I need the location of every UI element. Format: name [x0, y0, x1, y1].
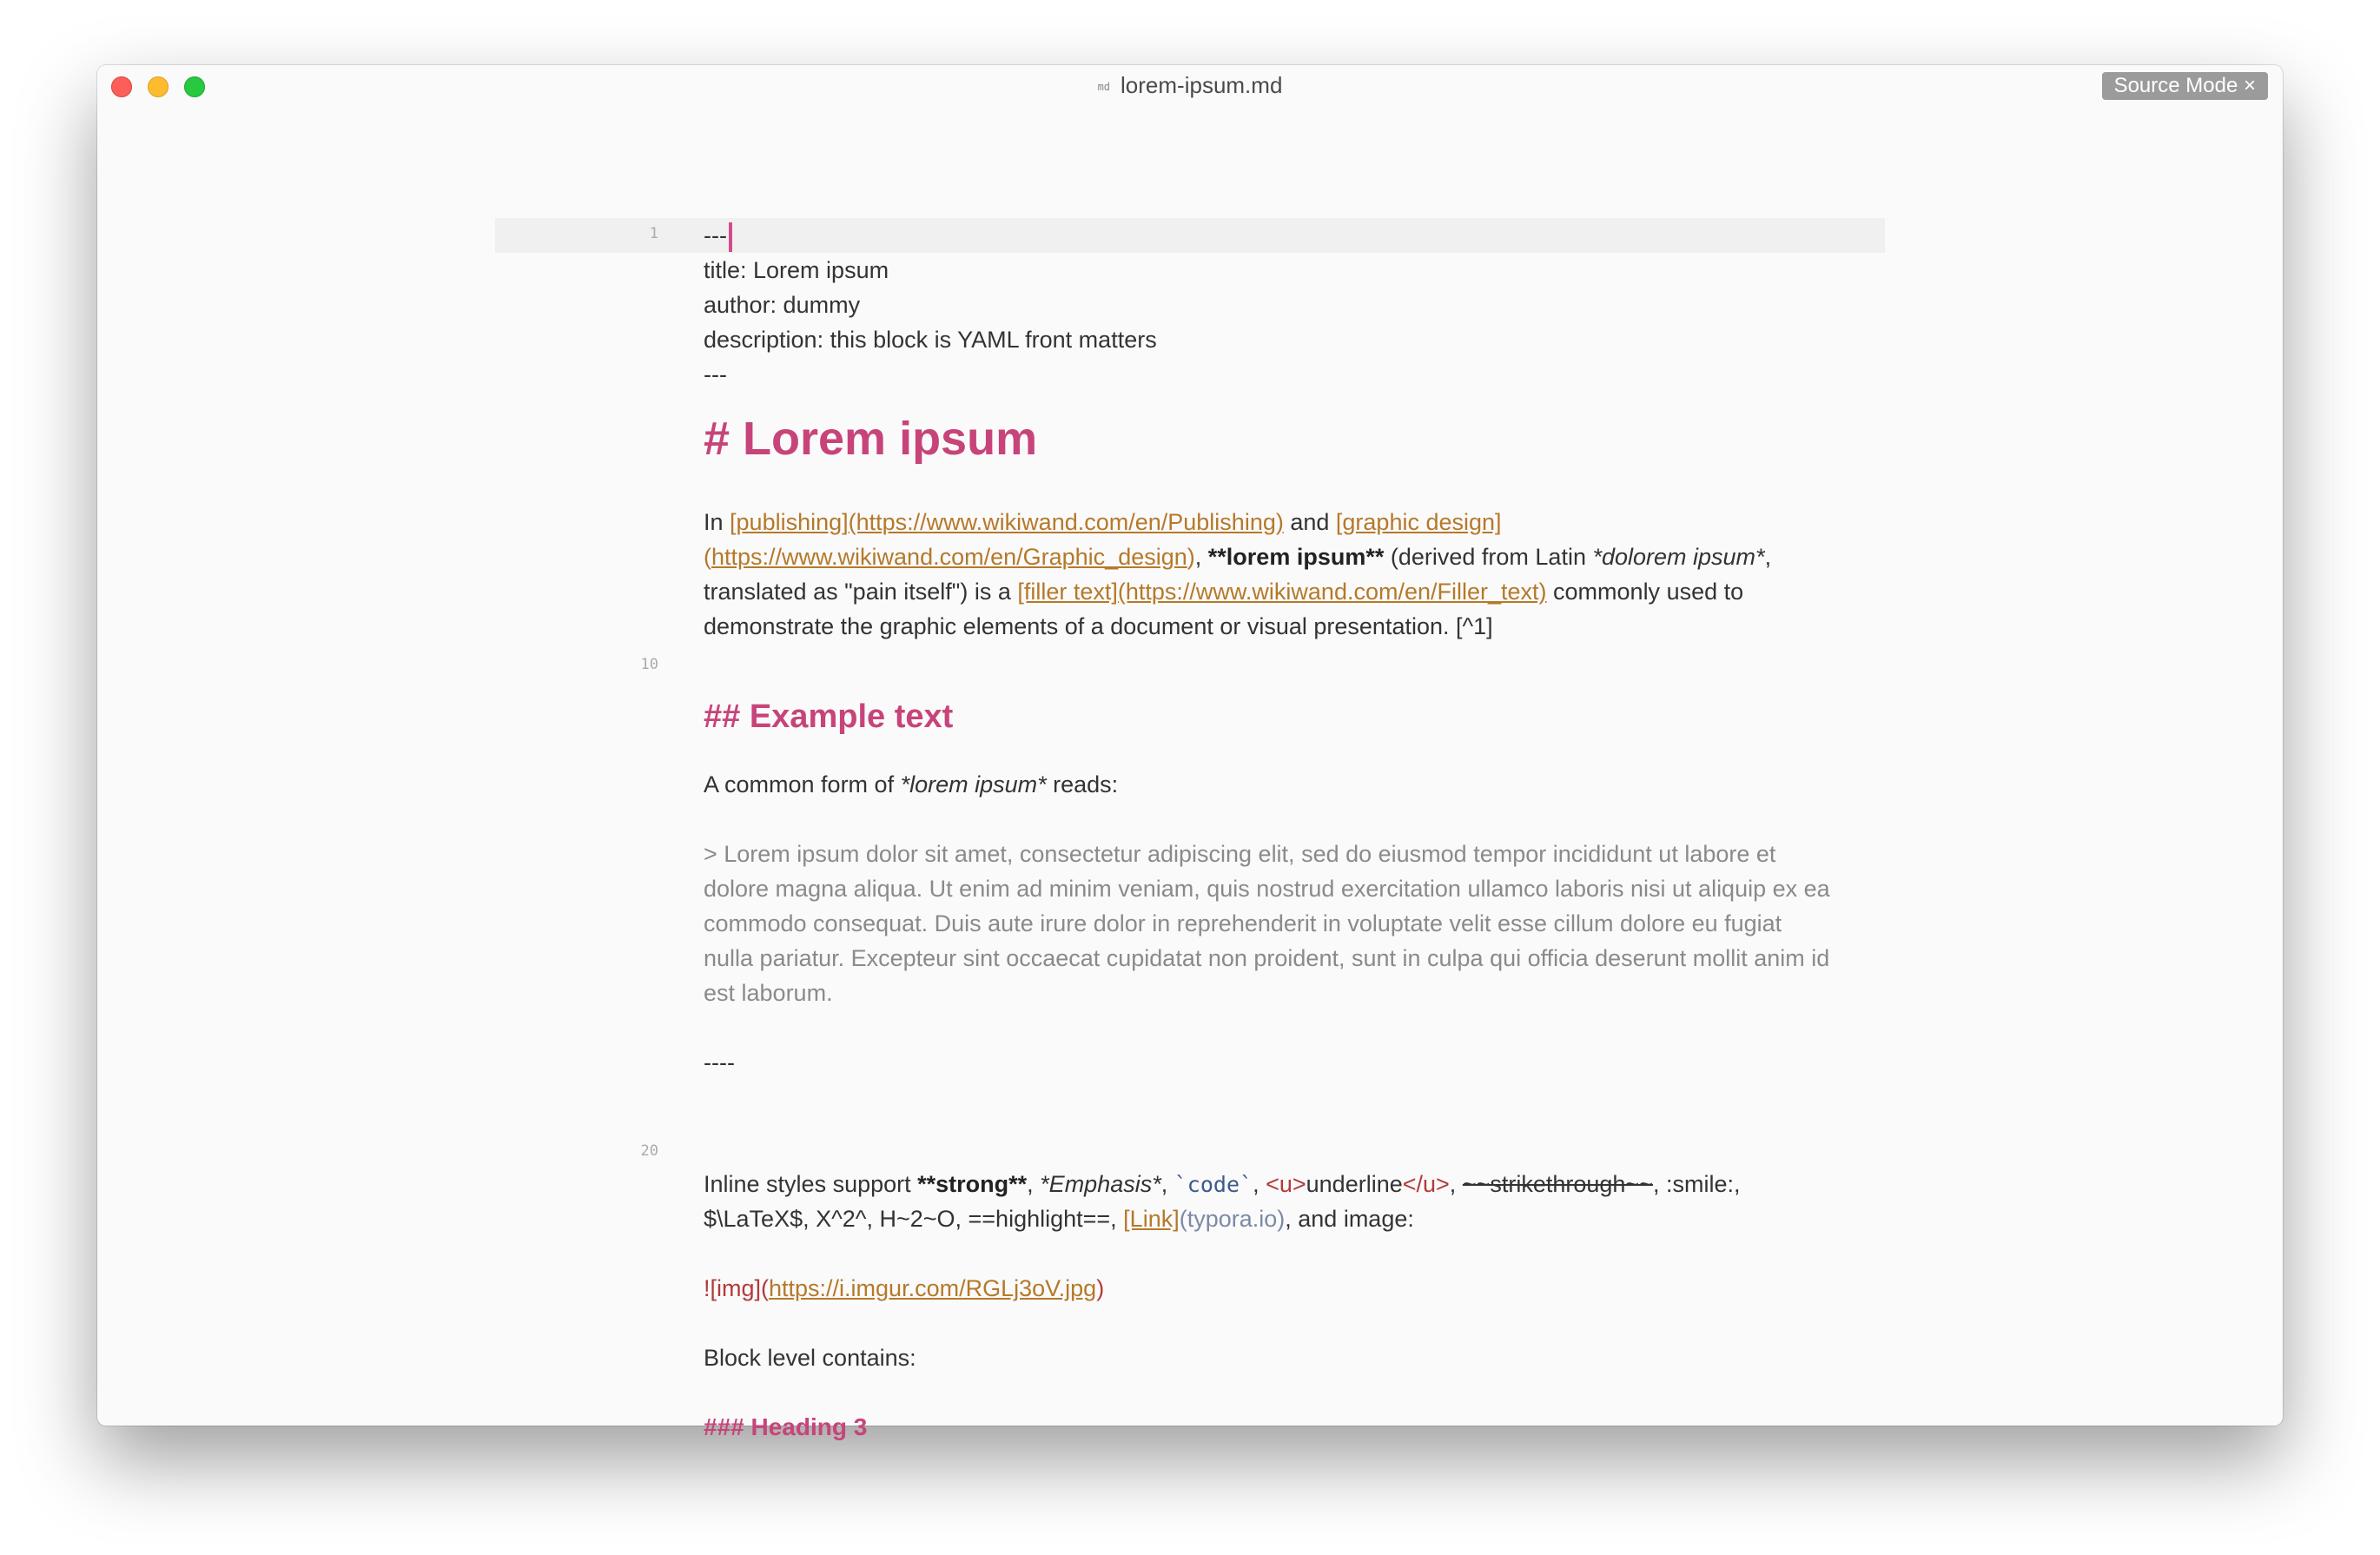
text-run: $\LaTeX$, X^2^, H~2~O, ==highlight==, [704, 1206, 1124, 1232]
text-run: commonly used to [1546, 579, 1744, 605]
image-syntax: ![img]( [704, 1275, 770, 1301]
paragraph-line [704, 574, 1743, 609]
image-syntax: ) [1096, 1275, 1105, 1301]
document-title [97, 72, 2283, 99]
underline-text: underline [1306, 1171, 1403, 1197]
editor-window [97, 65, 2283, 1440]
line-number: 10 [640, 656, 658, 673]
front-matter-open [704, 218, 732, 253]
image-url[interactable]: https://i.imgur.com/RGLj3oV.jpg [769, 1275, 1097, 1301]
paragraph-line [704, 539, 1771, 574]
document-title-text: lorem-ipsum.md [1121, 72, 1283, 98]
front-matter-title: title: Lorem ipsum [704, 257, 889, 283]
markdown-file-icon: md [1097, 81, 1111, 94]
paragraph-line [704, 505, 1502, 539]
paragraph-line [704, 767, 1118, 802]
text-run: A common form of [704, 771, 901, 797]
text-run: Inline styles support [704, 1171, 918, 1197]
blockquote-line: > Lorem ipsum dolor sit amet, consectetur adipiscing elit, sed do eiusmod tempor incididunt ut labore et [704, 841, 1776, 867]
line-number: 20 [640, 1142, 658, 1160]
text-caret [729, 222, 732, 252]
emphasis-text: *lorem ipsum* [900, 771, 1047, 797]
text-run: , [1194, 544, 1208, 570]
text-run: , [1764, 544, 1772, 570]
image-markdown [704, 1271, 1104, 1306]
text-run: , and image: [1285, 1206, 1414, 1232]
link-url[interactable]: (https://www.wikiwand.com/en/Filler_text) [1117, 579, 1547, 605]
link-url[interactable]: https://www.wikiwand.com/en/Graphic_design [711, 544, 1187, 570]
heading-1: # Lorem ipsum [704, 413, 1038, 465]
text-run: , :smile:, [1652, 1171, 1741, 1197]
text-run: , [1253, 1171, 1266, 1197]
html-tag: </u> [1402, 1171, 1450, 1197]
text-run: translated as "pain itself") is a [704, 579, 1018, 605]
text-run: , [1027, 1171, 1041, 1197]
link-text[interactable]: [filler text] [1017, 579, 1118, 605]
title-bar [97, 65, 2283, 109]
text-run: , [1160, 1171, 1174, 1197]
front-matter-description: description: this block is YAML front matters [704, 327, 1157, 353]
blockquote-line: dolore magna aliqua. Ut enim ad minim veniam, quis nostrud exercitation ullamco laboris nisi ut aliquip ex ea [704, 876, 1830, 902]
text-run: In [704, 509, 731, 535]
paragraph-line [704, 1167, 1740, 1202]
link-url[interactable]: (typora.io) [1179, 1206, 1286, 1232]
emphasis-text: *Emphasis* [1040, 1171, 1161, 1197]
text-run: and [1283, 509, 1336, 535]
text-run: , [1449, 1171, 1463, 1197]
horizontal-rule: ---- [704, 1049, 735, 1075]
strikethrough-text: ~~strikethrough~~ [1462, 1171, 1653, 1197]
blockquote-line: est laborum. [704, 980, 833, 1006]
text-run: reads: [1046, 771, 1119, 797]
text-run: (derived from Latin [1384, 544, 1593, 570]
front-matter-delimiter: --- [704, 222, 727, 248]
line-number: 1 [649, 225, 658, 242]
link-text[interactable]: [graphic design] [1335, 509, 1502, 535]
strong-text: **lorem ipsum** [1207, 544, 1385, 570]
paragraph-line: demonstrate the graphic elements of a document or visual presentation. [^1] [704, 613, 1493, 639]
link-text[interactable]: [Link] [1123, 1206, 1180, 1232]
front-matter-close: --- [704, 361, 727, 387]
heading-3: ### Heading 3 [704, 1413, 868, 1440]
paragraph-line: Block level contains: [704, 1345, 916, 1371]
source-mode-button[interactable]: Source Mode × [2102, 72, 2268, 100]
inline-code: `code` [1173, 1172, 1253, 1197]
heading-2: ## Example text [704, 698, 954, 735]
paragraph-line [704, 1201, 1414, 1236]
html-tag: <u> [1266, 1171, 1306, 1197]
source-editor[interactable] [97, 109, 2283, 1440]
front-matter-author: author: dummy [704, 292, 861, 318]
link-text[interactable]: [publishing] [730, 509, 849, 535]
strong-text: **strong** [917, 1171, 1028, 1197]
emphasis-text: *dolorem ipsum* [1592, 544, 1765, 570]
blockquote-line: commodo consequat. Duis aute irure dolor in reprehenderit in voluptate velit esse cillum dolore eu fugiat [704, 910, 1782, 936]
link-url[interactable]: (https://www.wikiwand.com/en/Publishing) [848, 509, 1284, 535]
link-paren: ( [704, 544, 711, 570]
link-paren: ) [1187, 544, 1195, 570]
blockquote-line: nulla pariatur. Excepteur sint occaecat cupidatat non proident, sunt in culpa qui officia deserunt mollit anim id [704, 945, 1830, 971]
